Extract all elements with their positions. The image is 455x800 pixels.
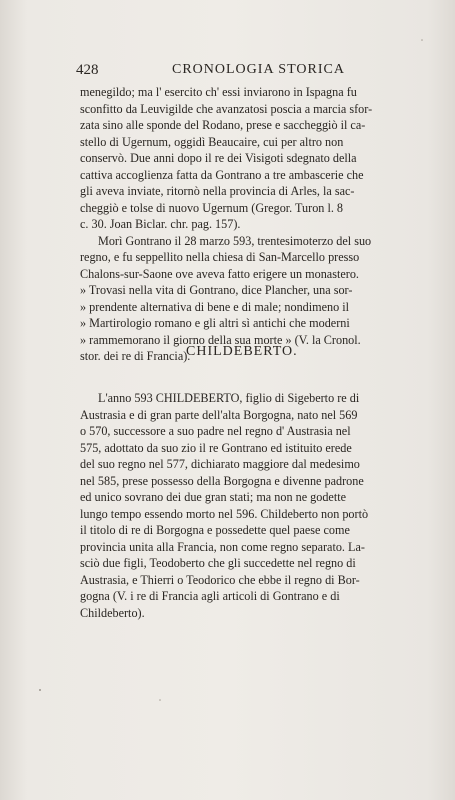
- text-line: Chalons-sur-Saone ove aveva fatto erigere un monastero.: [80, 266, 359, 281]
- text-line: lungo tempo essendo morto nel 596. Childeberto non portò: [80, 506, 369, 521]
- text-block-top: [80, 84, 416, 365]
- text-line: » prendente alternativa di bene e di male; nondimeno il: [80, 299, 350, 314]
- text-block-bottom: [80, 378, 416, 633]
- text-line: regno, e fu seppellito nella chiesa di San-Marcello presso: [80, 250, 360, 264]
- text-line: Childeberto).: [80, 605, 145, 620]
- text-line: Austrasia e di gran parte dell'alta Borgogna, nato nel 569: [80, 407, 358, 422]
- text-line: » rammemorano il giorno della sua morte » (V. la Cronol.: [80, 332, 361, 347]
- text-line: menegildo; ma l' esercito ch' essi inviarono in Ispagna fu: [80, 85, 357, 99]
- section-title: CHILDEBERTO.: [186, 344, 298, 359]
- text-line: provincia unita alla Francia, non come regno separato. La-: [80, 539, 365, 554]
- text-line: L'anno 593 CHILDEBERTO, figlio di Sigeberto re di: [98, 391, 360, 406]
- text-line: sconfitto da Leuvigilde che avanzatosi poscia a marcia sfor-: [80, 101, 373, 116]
- text-line: ed unico sovrano dei due gran stati; ma non ne godette: [80, 490, 347, 505]
- text-line: stello di Ugernum, oggidì Beaucaire, cui per altro non: [80, 134, 344, 149]
- text-line: Morì Gontrano il 28 marzo 593, trentesimoterzo del suo: [98, 233, 372, 248]
- text-line: cattiva accoglienza fatta da Gontrano a tre ambascerie che: [80, 167, 364, 182]
- text-line: gogna (V. i re di Francia agli articoli di Gontrano e di: [80, 589, 340, 604]
- text-line: del suo regno nel 577, dichiarato maggiore dal medesimo: [80, 457, 360, 472]
- paragraph-3: [80, 390, 416, 621]
- page-header: [76, 62, 416, 82]
- text-line: o 570, successore a suo padre nel regno d' Austrasia nel: [80, 424, 351, 439]
- text-line: c. 30. Joan Biclar. chr. pag. 157).: [80, 217, 241, 231]
- running-head: CRONOLOGIA STORICA: [172, 62, 345, 77]
- text-line: nel 585, prese possesso della Borgogna e divenne padrone: [80, 473, 364, 488]
- text-line: Austrasia, e Thierri o Teodorico che ebbe il regno di Bor-: [80, 572, 360, 587]
- text-line: conservò. Due anni dopo il re dei Visigoti sdegnato della: [80, 151, 357, 165]
- text-line: zata sino alle sponde del Rodano, prese e saccheggiò il ca-: [80, 118, 366, 132]
- text-line: stor. dei re di Francia).: [80, 349, 191, 363]
- text-line: gli aveva inviate, ritornò nella provincia di Arles, la sac-: [80, 184, 355, 198]
- text-line: il titolo di re di Borgogna e possedette quel paese come: [80, 523, 350, 538]
- text-line: » Martirologio romano e gli altri sì antichi che moderni: [80, 316, 350, 330]
- page-number: 428: [76, 62, 99, 78]
- text-line: sciò due figli, Teodoberto che gli succedette nel regno di: [80, 556, 356, 571]
- text-line: 575, adottato da suo zio il re Gontrano ed istituito erede: [80, 440, 352, 455]
- paragraph-1: [80, 84, 416, 233]
- text-line: cheggiò e tolse di nuovo Ugernum (Gregor. Turon l. 8: [80, 200, 344, 215]
- text-line: » Trovasi nella vita di Gontrano, dice Plancher, una sor-: [80, 283, 353, 297]
